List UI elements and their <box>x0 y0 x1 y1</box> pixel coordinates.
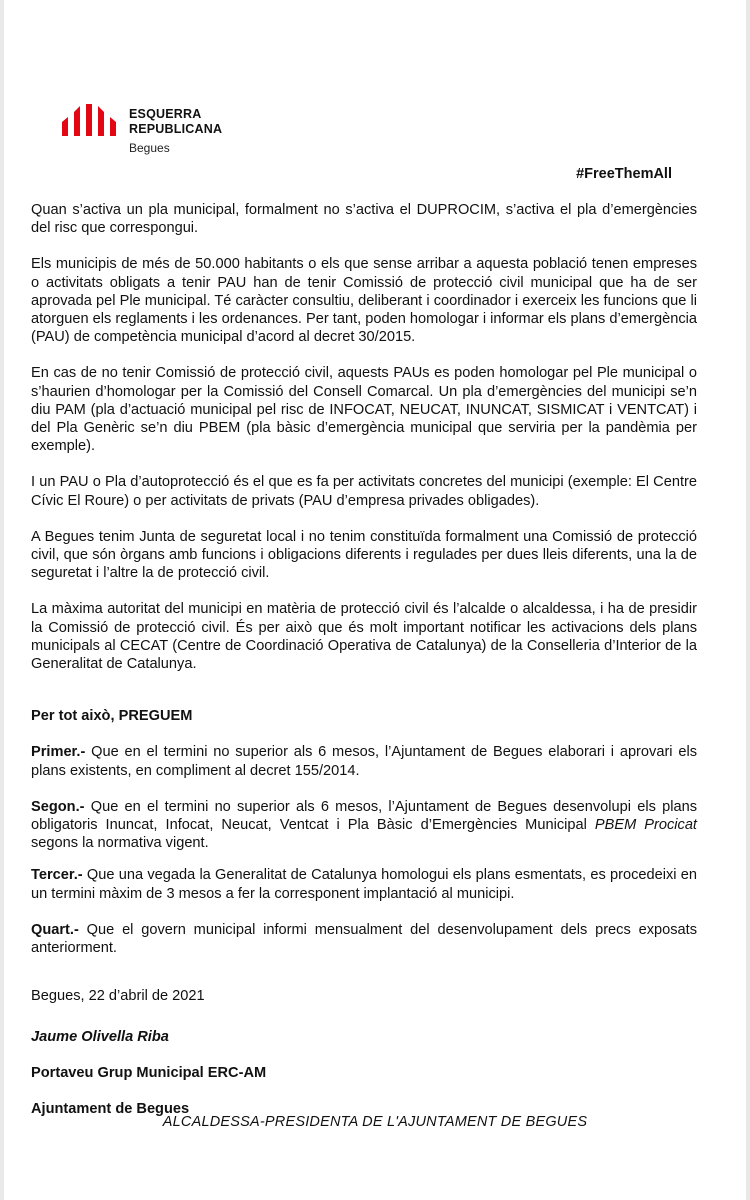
signatory-organization: Ajuntament de Begues <box>31 1100 190 1117</box>
petition-lead: Quart.- <box>31 921 79 938</box>
hashtag: #FreeThemAll <box>576 166 672 182</box>
petition-lead: Segon.- <box>31 798 85 815</box>
petition-text: Que el govern municipal informi mensualment del desenvolupament dels precs exposats anteriorment. <box>31 921 697 957</box>
signatory-role: Portaveu Grup Municipal ERC-AM <box>31 1064 267 1081</box>
petition-text: Que una vegada la Generalitat de Catalunya homologui els plans esmentats, es procedeixi en un termini màxim de 3 mesos a fer la corresponent implantació al municipi. <box>31 867 697 902</box>
paragraph: A Begues tenim Junta de seguretat local i no tenim constituïda formalment una Comissió de protecció civil, que són òrgans amb funcions i obligacions diferents i regulades per dues lleis diferents, una la de seguretat i l’altre la de protecció civil. <box>31 528 697 582</box>
paragraph: Quan s’activa un pla municipal, formalment no s’activa el DUPROCIM, s’activa el pla d’emergències del risc que correspongui. <box>31 202 697 237</box>
petition-first <box>31 743 697 779</box>
document-body <box>31 201 697 1136</box>
petition-text-tail: segons la normativa vigent. <box>31 835 209 852</box>
paragraph: En cas de no tenir Comissió de protecció civil, aquests PAUs es poden homologar pel Ple municipal o s’haurien d’homologar per la Comissió del Consell Comarcal. Un pla d’emergències del municipi se’n diu PAM (pla d’actuació municipal pel risc de INFOCAT, NEUCAT, INUNCAT, SISMICAT i VENTCAT) i del Pla Genèric se’n diu PBEM (pla bàsic d’emergència municipal que serviria per la pandèmia per exemple). <box>31 365 697 455</box>
addressee: ALCALDESSA-PRESIDENTA DE L'AJUNTAMENT DE BEGUES <box>162 1114 588 1130</box>
paragraph: Els municipis de més de 50.000 habitants o els que sense arribar a aquesta població tenen empreses o activitats obligats a tenir PAU han de tenir Comissió de protecció civil municipal que ha de ser aprovada pel Ple municipal. Té caràcter consultiu, deliberant i coordinador i exerceix les funcions que li atorguen els reglaments i les ordenances. Per tant, poden homologar i informar els plans d’emergència (PAU) de competència municipal d’acord al decret 30/2015. <box>31 256 698 346</box>
logo-name-line1: ESQUERRA <box>129 107 202 121</box>
petition-second <box>31 798 697 853</box>
petition-lead: Tercer.- <box>31 867 83 884</box>
erc-logo-icon <box>60 102 118 136</box>
petition-italic: PBEM Procicat <box>594 817 697 834</box>
document-date: Begues, 22 d’abril de 2021 <box>31 988 205 1005</box>
petition-heading: Per tot això, PREGUEM <box>31 708 193 725</box>
paragraph: I un PAU o Pla d’autoprotecció és el que es fa per activitats concretes del municipi (exemple: El Centre Cívic El Roure) o per activitats de privats (PAU d’empresa privades obligades). <box>31 474 697 509</box>
petition-text: Que en el termini no superior als 6 mesos, l’Ajuntament de Begues elaborari i aprovari els plans existents, en compliment al decret 155/2014. <box>31 744 697 779</box>
paragraph: La màxima autoritat del municipi en matèria de protecció civil és l’alcalde o alcaldessa, i ha de presidir la Comissió de protecció civil. És per això que és molt important notificar les activacions dels plans municipals al CECAT (Centre de Coordinació Operativa de Catalunya) de la Conselleria d’Interior de la Generalitat de Catalunya. <box>31 601 697 673</box>
document-page <box>4 0 746 1200</box>
logo-location: Begues <box>129 141 170 155</box>
petition-third <box>31 866 697 902</box>
petition-lead: Primer.- <box>31 744 86 761</box>
signatory-name: Jaume Olivella Riba <box>31 1028 169 1045</box>
party-logo <box>60 102 222 155</box>
petition-text: Que en el termini no superior als 6 mesos, l’Ajuntament de Begues desenvolupi els plans obligatoris Inuncat, Infocat, Neucat, Ventcat i Pla Bàsic d’Emergències Municipal <box>31 798 697 834</box>
logo-name-line2: REPUBLICANA <box>129 121 223 136</box>
petition-fourth <box>31 921 697 957</box>
